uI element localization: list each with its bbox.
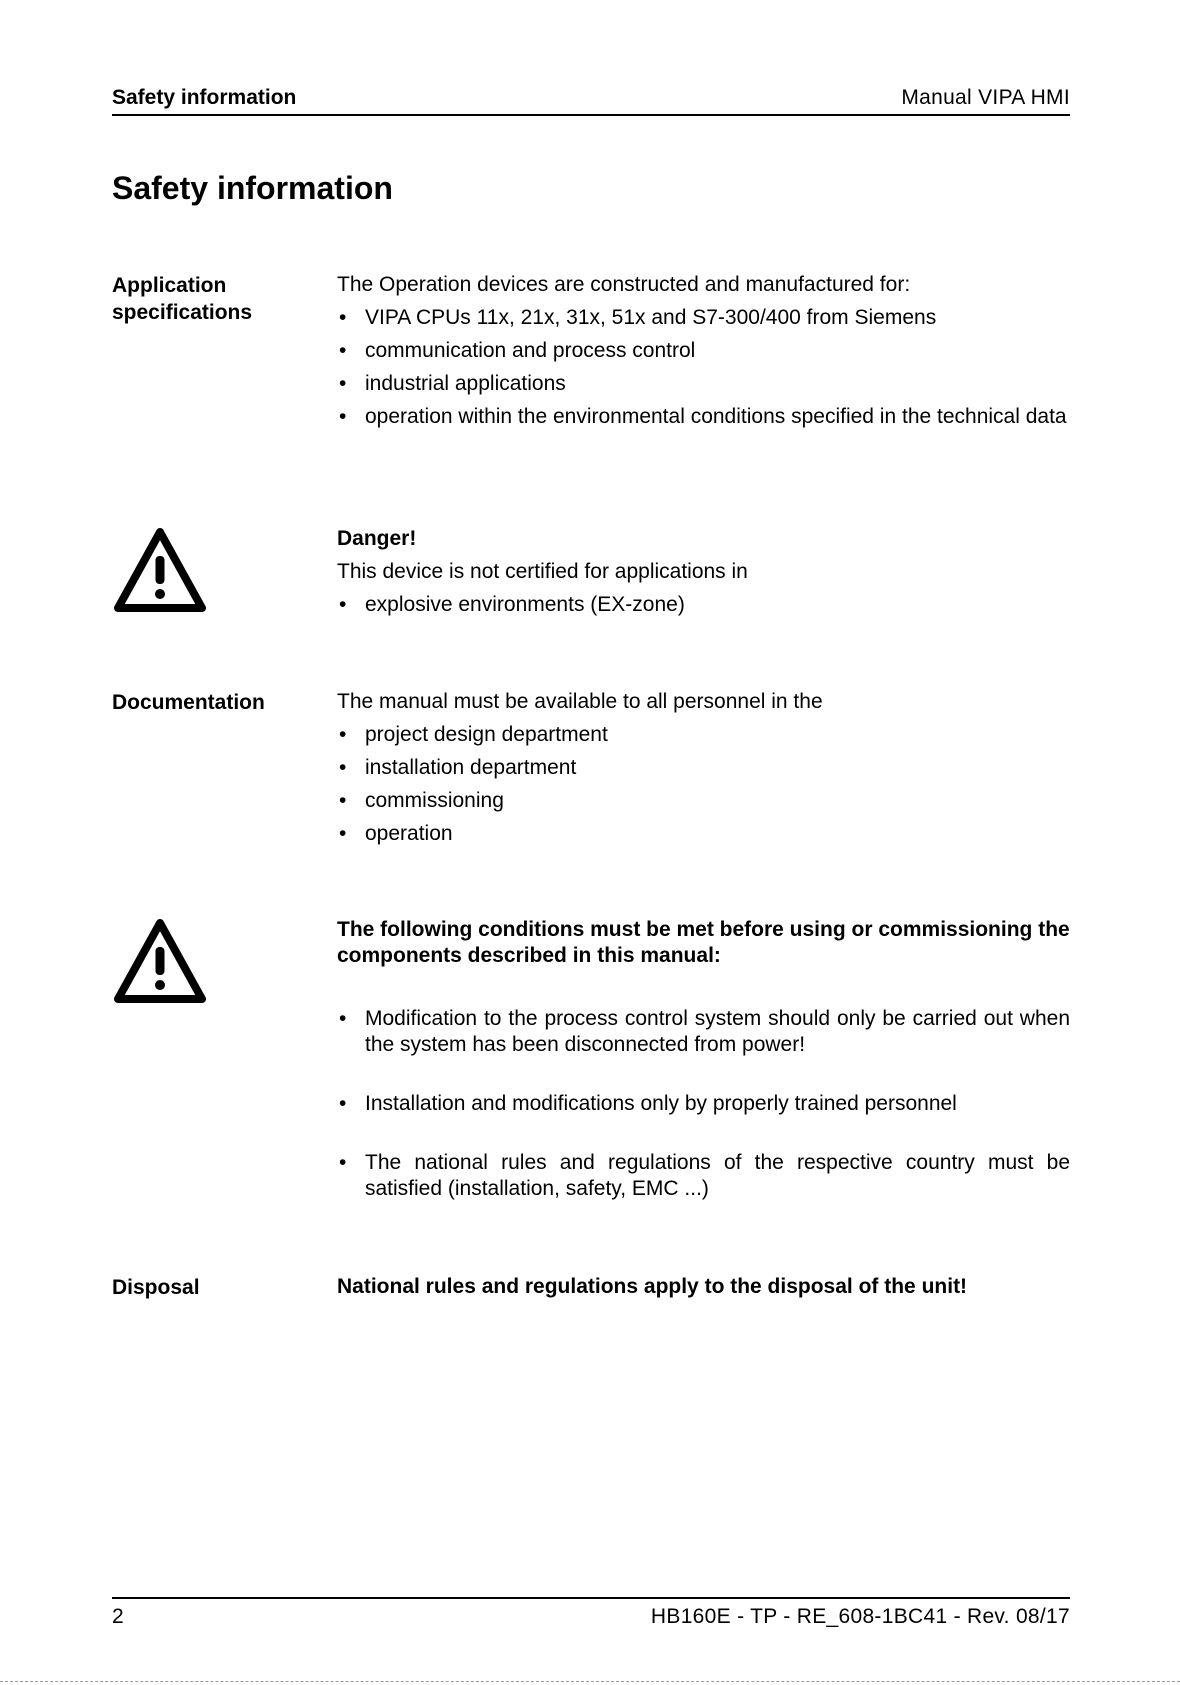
header-section-title: Safety information [112, 86, 297, 109]
page-bottom-divider [0, 1681, 1180, 1682]
list-item: • project design department [337, 722, 1070, 748]
list-item: • installation department [337, 755, 1070, 781]
application-label: Application specifications [112, 274, 253, 324]
application-content [337, 272, 1070, 437]
list-item: • The national rules and regulations of the respective country must be satisfied (installation, safety, EMC ...) [337, 1150, 1070, 1202]
list-item: • operation [337, 821, 1070, 847]
danger-text: This device is not certified for applications in [337, 560, 748, 583]
documentation-label: Documentation [112, 691, 265, 714]
document-id: HB160E - TP - RE_608-1BC41 - Rev. 08/17 [650, 1605, 1070, 1628]
list-item: • Modification to the process control system should only be carried out when the system has been disconnected from power! [337, 1006, 1070, 1058]
list-item: • commissioning [337, 788, 1070, 814]
list-item: • communication and process control [337, 338, 1070, 364]
header-manual-title: Manual VIPA HMI [901, 86, 1070, 109]
page-number: 2 [112, 1605, 124, 1628]
application-intro: The Operation devices are constructed and manufactured for: [337, 273, 911, 296]
list-item: • VIPA CPUs 11x, 21x, 31x, 51x and S7-300/400 from Siemens [337, 305, 1070, 331]
disposal-content [337, 1274, 1070, 1307]
list-item: • Installation and modifications only by properly trained personnel [337, 1091, 1070, 1117]
page-title: Safety information [112, 170, 393, 206]
conditions-title: The following conditions must be met before using or commissioning the components described in this manual: [337, 918, 1070, 967]
conditions-content [337, 917, 1070, 1235]
danger-title: Danger! [337, 527, 417, 550]
documentation-content [337, 689, 1070, 854]
application-list [337, 305, 1070, 430]
page-footer [112, 1597, 1070, 1633]
documentation-intro: The manual must be available to all personnel in the [337, 690, 823, 713]
list-item: • explosive environments (EX-zone) [337, 592, 1070, 618]
list-item: • industrial applications [337, 371, 1070, 397]
disposal-text: National rules and regulations apply to the disposal of the unit! [337, 1275, 968, 1298]
warning-triangle-icon [112, 526, 208, 614]
disposal-label: Disposal [112, 1276, 200, 1299]
page-header [112, 84, 1070, 116]
list-item: • operation within the environmental conditions specified in the technical data [337, 404, 1070, 430]
danger-list [337, 592, 1070, 618]
warning-triangle-icon [112, 917, 208, 1005]
conditions-list [337, 1006, 1070, 1202]
danger-content [337, 526, 1070, 625]
documentation-list [337, 722, 1070, 847]
